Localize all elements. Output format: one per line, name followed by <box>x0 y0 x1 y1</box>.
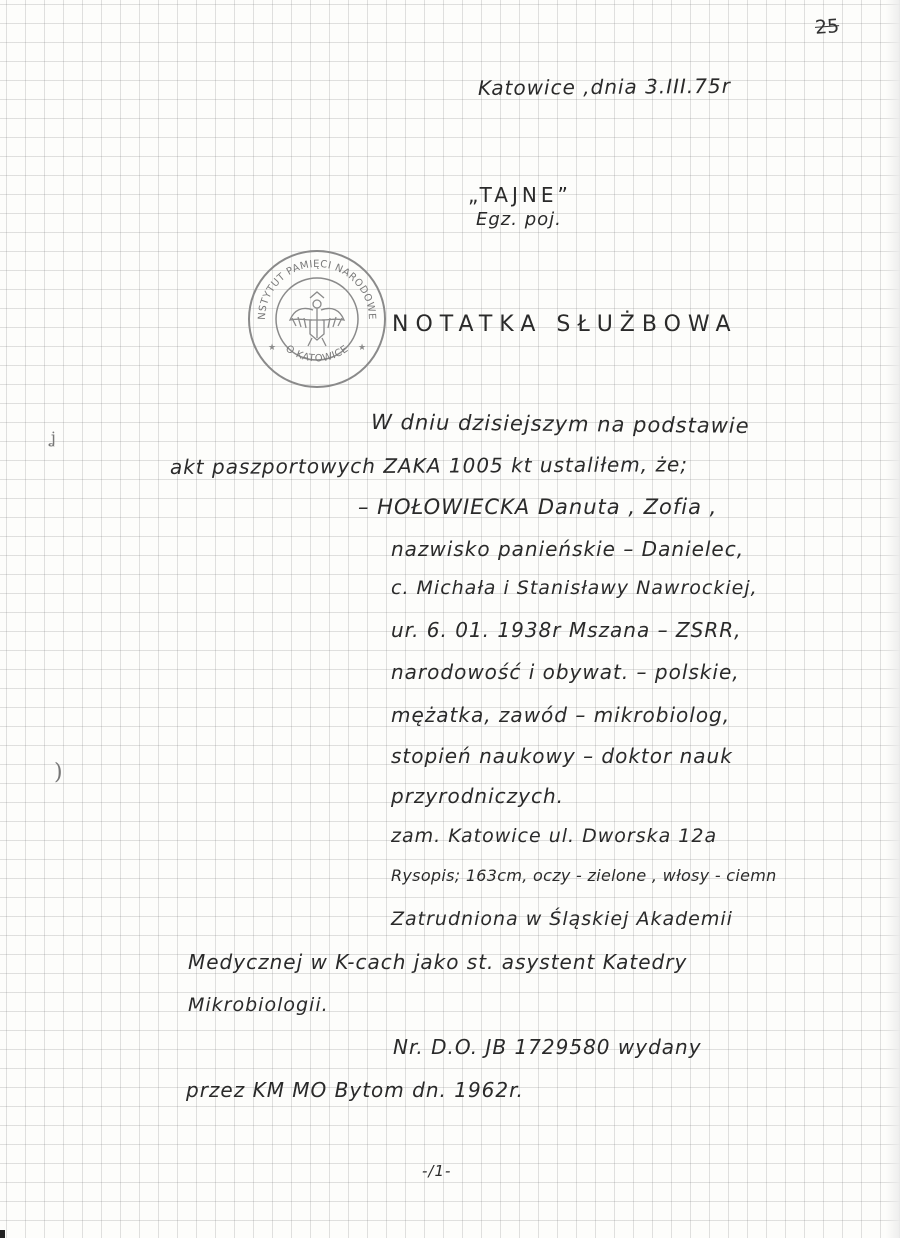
ipn-stamp <box>246 248 388 390</box>
body-line-12: Rysopis; 163cm, oczy - zielone , włosy - ciemn <box>391 866 777 885</box>
body-line-16: Nr. D.O. JB 1729580 wydany <box>393 1035 702 1059</box>
margin-mark-left: ʝ <box>50 428 56 447</box>
body-line-1: W dniu dzisiejszym na podstawie <box>371 410 750 438</box>
body-line-5: c. Michała i Stanisławy Nawrockiej, <box>391 577 758 599</box>
stamp-star-right-icon: ★ <box>358 343 367 353</box>
svg-text:O KATOWICE <box>283 343 350 364</box>
stamp-outer-text: NSTYTUT PAMIĘCI NARODOWE <box>256 258 378 321</box>
body-line-6: ur. 6. 01. 1938r Mszana – ZSRR, <box>391 618 742 642</box>
body-line-3: – HOŁOWIECKA Danuta , Zofia , <box>358 495 718 519</box>
document-title: NOTATKA SŁUŻBOWA <box>392 312 738 337</box>
body-line-17: przez KM MO Bytom dn. 1962r. <box>186 1078 524 1102</box>
page-number: 25 <box>814 15 840 39</box>
scan-corner-mark <box>0 1230 5 1238</box>
body-line-4: nazwisko panieńskie – Danielec, <box>391 537 745 561</box>
body-line-9: stopień naukowy – doktor nauk <box>391 744 733 768</box>
body-line-8: mężatka, zawód – mikrobiolog, <box>391 703 731 727</box>
body-line-11: zam. Katowice ul. Dworska 12a <box>391 825 718 847</box>
body-line-15: Mikrobiologii. <box>188 994 329 1016</box>
classification-label: „TAJNE” <box>468 183 572 207</box>
stamp-star-left-icon: ★ <box>268 343 277 353</box>
scan-edge <box>886 0 900 1238</box>
date-line: Katowice ,dnia 3.III.75r <box>477 73 732 100</box>
body-line-10: przyrodniczych. <box>391 784 564 808</box>
body-line-14: Medycznej w K-cach jako st. asystent Katedry <box>188 950 688 974</box>
body-line-7: narodowość i obywat. – polskie, <box>391 660 740 684</box>
copy-line: Egz. poj. <box>476 209 562 230</box>
stamp-bottom-text: O KATOWICE <box>283 343 351 365</box>
body-line-13: Zatrudniona w Śląskiej Akademii <box>391 908 733 930</box>
margin-bracket-left: ) <box>54 760 63 785</box>
body-line-2: akt paszportowych ZAKA 1005 kt ustaliłem, że; <box>169 452 689 479</box>
footer-mark: -/1- <box>422 1162 452 1180</box>
eagle-emblem-icon <box>290 292 344 346</box>
